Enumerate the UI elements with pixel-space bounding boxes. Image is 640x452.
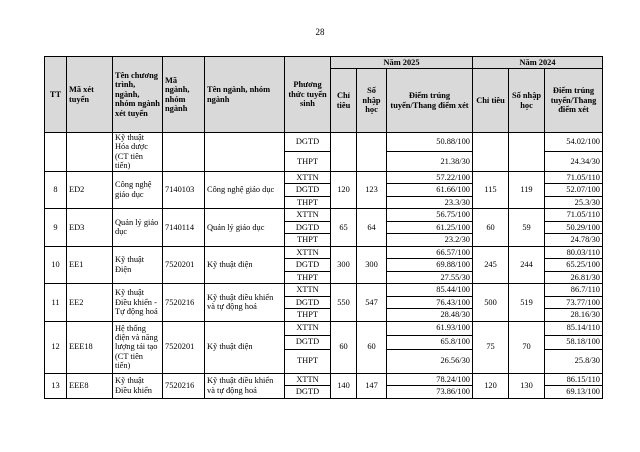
cell-phuong-thuc: THPT — [285, 234, 331, 247]
cell-ten-chuong-trinh: Kỹ thuật Điều khiển - Tự động hoá — [113, 284, 163, 322]
cell-diem-2024: 80.03/110 — [545, 246, 603, 259]
cell-ma-xet-tuyen: ED3 — [67, 209, 113, 247]
cell-tt: 11 — [45, 284, 67, 322]
cell-chi-tieu-2024: 120 — [473, 373, 509, 398]
cell-phuong-thuc: THPT — [285, 152, 331, 171]
header-tt: TT — [45, 57, 67, 133]
cell-ten-chuong-trinh: Công nghệ giáo dục — [113, 171, 163, 209]
cell-diem-2024: 54.02/100 — [545, 133, 603, 152]
cell-ma-nganh: 7520201 — [163, 321, 205, 373]
cell-chi-tieu-2025: 65 — [331, 209, 357, 247]
cell-ten-chuong-trinh: Kỹ thuật Điều khiển — [113, 373, 163, 398]
cell-chi-tieu-2025: 120 — [331, 171, 357, 209]
cell-diem-2025: 76.43/100 — [387, 296, 473, 309]
cell-so-nhap-hoc-2024: 70 — [509, 321, 545, 373]
cell-ten-chuong-trinh: Kỹ thuật Hóa dược (CT tiên tiến) — [113, 133, 163, 172]
cell-diem-2025: 65.8/100 — [387, 335, 473, 349]
cell-ma-xet-tuyen: EEE18 — [67, 321, 113, 373]
cell-phuong-thuc: DGTD — [285, 386, 331, 399]
cell-diem-2025: 57.22/100 — [387, 171, 473, 184]
cell-ten-chuong-trinh: Quản lý giáo dục — [113, 209, 163, 247]
cell-diem-2024: 71.05/110 — [545, 209, 603, 222]
cell-diem-2024: 25.8/30 — [545, 349, 603, 373]
cell-chi-tieu-2024: 500 — [473, 284, 509, 322]
header-ma-xet-tuyen: Mã xét tuyển — [67, 57, 113, 133]
cell-ten-nganh: Quản lý giáo dục — [205, 209, 285, 247]
cell-so-nhap-hoc-2025: 60 — [357, 321, 387, 373]
cell-phuong-thuc: XTTN — [285, 321, 331, 335]
cell-phuong-thuc: DGTD — [285, 184, 331, 197]
cell-diem-2025: 26.56/30 — [387, 349, 473, 373]
header-ten-nganh: Tên ngành, nhóm ngành — [205, 57, 285, 133]
cell-tt: 12 — [45, 321, 67, 373]
cell-diem-2024: 52.07/100 — [545, 184, 603, 197]
cell-so-nhap-hoc-2024 — [509, 133, 545, 172]
header-so-nhap-hoc-2024: Số nhập học — [509, 69, 545, 133]
cell-phuong-thuc: XTTN — [285, 209, 331, 222]
cell-diem-2024: 26.81/30 — [545, 271, 603, 284]
cell-diem-2025: 66.57/100 — [387, 246, 473, 259]
cell-ma-xet-tuyen: EE1 — [67, 246, 113, 284]
cell-phuong-thuc: THPT — [285, 349, 331, 373]
cell-chi-tieu-2024 — [473, 133, 509, 172]
cell-ten-chuong-trinh: Hệ thống điện và năng lượng tái tạo (CT tiên tiến) — [113, 321, 163, 373]
cell-diem-2025: 61.93/100 — [387, 321, 473, 335]
table-row — [45, 133, 603, 152]
cell-phuong-thuc: XTTN — [285, 171, 331, 184]
cell-chi-tieu-2025: 60 — [331, 321, 357, 373]
cell-so-nhap-hoc-2024: 119 — [509, 171, 545, 209]
cell-diem-2025: 73.86/100 — [387, 386, 473, 399]
cell-ten-nganh: Kỹ thuật điện — [205, 321, 285, 373]
cell-diem-2024: 71.05/110 — [545, 171, 603, 184]
cell-phuong-thuc: XTTN — [285, 284, 331, 297]
cell-phuong-thuc: XTTN — [285, 373, 331, 386]
cell-ma-xet-tuyen — [67, 133, 113, 172]
cell-phuong-thuc: DGTD — [285, 221, 331, 234]
cell-diem-2025: 23.3/30 — [387, 196, 473, 209]
cell-diem-2025: 27.55/30 — [387, 271, 473, 284]
cell-ma-xet-tuyen: EEE8 — [67, 373, 113, 398]
cell-phuong-thuc: DGTD — [285, 335, 331, 349]
table-row — [45, 373, 603, 386]
cell-so-nhap-hoc-2025 — [357, 133, 387, 172]
header-phuong-thuc: Phương thức tuyển sinh — [285, 57, 331, 133]
header-diem-2024: Điểm trúng tuyển/Thang điểm xét — [545, 69, 603, 133]
cell-so-nhap-hoc-2024: 519 — [509, 284, 545, 322]
cell-chi-tieu-2025: 140 — [331, 373, 357, 398]
header-chi-tieu-2025: Chỉ tiêu — [331, 69, 357, 133]
cell-diem-2024: 86.15/110 — [545, 373, 603, 386]
cell-diem-2025: 23.2/30 — [387, 234, 473, 247]
cell-diem-2025: 69.88/100 — [387, 259, 473, 272]
cell-tt: 10 — [45, 246, 67, 284]
header-diem-2025: Điểm trúng tuyển/Thang điểm xét — [387, 69, 473, 133]
cell-so-nhap-hoc-2024: 130 — [509, 373, 545, 398]
cell-so-nhap-hoc-2025: 147 — [357, 373, 387, 398]
header-nam-2024: Năm 2024 — [473, 57, 603, 69]
cell-ten-nganh: Công nghệ giáo dục — [205, 171, 285, 209]
cell-ma-nganh: 7140103 — [163, 171, 205, 209]
cell-ma-nganh: 7520201 — [163, 246, 205, 284]
cell-diem-2024: 65.25/100 — [545, 259, 603, 272]
cell-ma-nganh: 7520216 — [163, 284, 205, 322]
cell-ten-nganh — [205, 133, 285, 172]
cell-phuong-thuc: DGTD — [285, 296, 331, 309]
cell-diem-2024: 50.29/100 — [545, 221, 603, 234]
cell-so-nhap-hoc-2024: 244 — [509, 246, 545, 284]
page-number: 28 — [315, 27, 325, 37]
table-header — [45, 57, 603, 133]
cell-diem-2024: 24.78/30 — [545, 234, 603, 247]
cell-diem-2025: 61.66/100 — [387, 184, 473, 197]
cell-ten-nganh: Kỹ thuật điều khiển và tự động hoá — [205, 284, 285, 322]
cell-diem-2024: 86.7/110 — [545, 284, 603, 297]
cell-ten-nganh: Kỹ thuật điện — [205, 246, 285, 284]
cell-phuong-thuc: THPT — [285, 271, 331, 284]
admission-table — [44, 56, 603, 399]
cell-ten-nganh: Kỹ thuật điều khiển và tự động hoá — [205, 373, 285, 398]
cell-diem-2025: 61.25/100 — [387, 221, 473, 234]
header-chi-tieu-2024: Chỉ tiêu — [473, 69, 509, 133]
header-ma-nganh: Mã ngành, nhóm ngành — [163, 57, 205, 133]
table-row — [45, 246, 603, 259]
cell-diem-2025: 78.24/100 — [387, 373, 473, 386]
header-nam-2025: Năm 2025 — [331, 57, 473, 69]
cell-phuong-thuc: XTTN — [285, 246, 331, 259]
cell-diem-2024: 73.77/100 — [545, 296, 603, 309]
cell-phuong-thuc: THPT — [285, 196, 331, 209]
cell-ma-xet-tuyen: EE2 — [67, 284, 113, 322]
cell-phuong-thuc: DGTD — [285, 133, 331, 152]
cell-chi-tieu-2024: 245 — [473, 246, 509, 284]
cell-tt: 8 — [45, 171, 67, 209]
cell-diem-2024: 25.3/30 — [545, 196, 603, 209]
cell-diem-2025: 85.44/100 — [387, 284, 473, 297]
cell-ma-xet-tuyen: ED2 — [67, 171, 113, 209]
cell-so-nhap-hoc-2025: 300 — [357, 246, 387, 284]
cell-tt: 9 — [45, 209, 67, 247]
table-body — [45, 133, 603, 399]
cell-diem-2024: 69.13/100 — [545, 386, 603, 399]
cell-diem-2024: 24.34/30 — [545, 152, 603, 171]
cell-ma-nganh — [163, 133, 205, 172]
cell-phuong-thuc: THPT — [285, 309, 331, 322]
cell-chi-tieu-2025: 300 — [331, 246, 357, 284]
cell-diem-2024: 58.18/100 — [545, 335, 603, 349]
cell-chi-tieu-2025: 550 — [331, 284, 357, 322]
cell-diem-2024: 28.16/30 — [545, 309, 603, 322]
cell-diem-2025: 56.75/100 — [387, 209, 473, 222]
header-so-nhap-hoc-2025: Số nhập học — [357, 69, 387, 133]
cell-tt — [45, 133, 67, 172]
cell-chi-tieu-2025 — [331, 133, 357, 172]
cell-ten-chuong-trinh: Kỹ thuật Điện — [113, 246, 163, 284]
cell-chi-tieu-2024: 60 — [473, 209, 509, 247]
cell-ma-nganh: 7520216 — [163, 373, 205, 398]
header-ten-chuong-trinh: Tên chương trình, ngành, nhóm ngành xét tuyển — [113, 57, 163, 133]
cell-so-nhap-hoc-2025: 64 — [357, 209, 387, 247]
cell-diem-2025: 28.48/30 — [387, 309, 473, 322]
cell-diem-2024: 85.14/110 — [545, 321, 603, 335]
cell-ma-nganh: 7140114 — [163, 209, 205, 247]
cell-diem-2025: 50.88/100 — [387, 133, 473, 152]
cell-so-nhap-hoc-2025: 547 — [357, 284, 387, 322]
table-row — [45, 171, 603, 184]
cell-tt: 13 — [45, 373, 67, 398]
cell-phuong-thuc: DGTD — [285, 259, 331, 272]
table-row — [45, 321, 603, 335]
cell-so-nhap-hoc-2024: 59 — [509, 209, 545, 247]
cell-diem-2025: 21.38/30 — [387, 152, 473, 171]
table-row — [45, 209, 603, 222]
cell-chi-tieu-2024: 75 — [473, 321, 509, 373]
cell-so-nhap-hoc-2025: 123 — [357, 171, 387, 209]
table-row — [45, 284, 603, 297]
cell-chi-tieu-2024: 115 — [473, 171, 509, 209]
